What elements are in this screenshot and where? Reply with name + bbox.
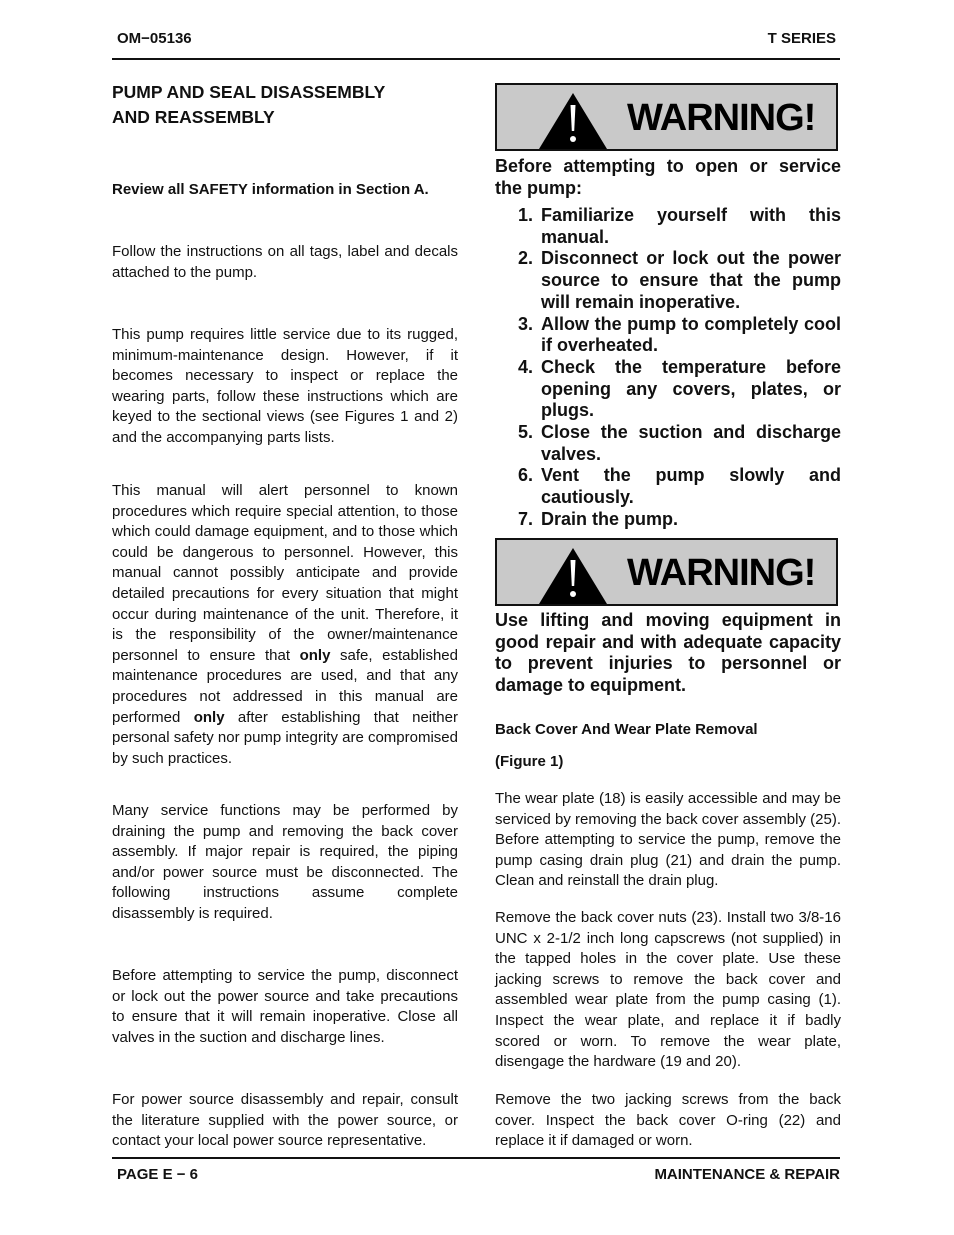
personnel-text-a: This manual will alert personnel to known procedures which require special attention, to those which could damage equipment, and to those which could be dangerous to personnel. However, this manual cannot possibly anticipate and provide detailed precautions for every situation that might occur during maintenance of the unit. Therefore, it is the responsibility of the owner/maintenance personnel to ensure that <box>112 482 458 664</box>
safety-steps-list <box>518 205 841 531</box>
list-item: 1. Familiarize yourself with this manual. <box>518 205 841 247</box>
series-name: T SERIES <box>767 30 836 47</box>
personnel-text-b: safe, established maintenance procedures are used, and that any procedures not addressed in this manual are performed <box>112 646 458 726</box>
safety-note: Review all SAFETY information in Section A. <box>112 181 429 198</box>
list-item: 3. Allow the pump to completely cool if overheated. <box>518 313 841 356</box>
section-title-line1: PUMP AND SEAL DISASSEMBLY <box>112 82 386 102</box>
lockout-paragraph: Before attempting to service the pump, disconnect or lock out the power source and take precautions to ensure that it will remain inoperative. Close all valves in the suction and discharge lines. <box>112 967 458 1046</box>
header-rule <box>112 58 840 60</box>
back-cover-subhead: Back Cover And Wear Plate Removal <box>495 721 758 738</box>
warning-box-1 <box>495 83 838 151</box>
jacking-screws-paragraph: Remove the two jacking screws from the back cover. Inspect the back cover O-ring (22) and replace it if damaged or worn. <box>495 1091 841 1150</box>
section-name: MAINTENANCE & REPAIR <box>654 1166 840 1183</box>
personnel-text-c: after establishing that neither personal safety nor pump integrity are compromised by such practices. <box>112 708 458 767</box>
warning-triangle-icon <box>537 546 609 606</box>
page-number: PAGE E − 6 <box>117 1166 199 1183</box>
document-code: OM−05136 <box>117 30 192 47</box>
intro-paragraph: Follow the instructions on all tags, label and decals attached to the pump. <box>112 243 458 281</box>
warning-box-2 <box>495 538 838 606</box>
lifting-warning: Use lifting and moving equipment in good repair and with adequate capacity to prevent injuries to personnel or damage to equipment. <box>495 610 841 696</box>
list-item: 6. Vent the pump slowly and cautiously. <box>518 465 841 508</box>
section-title <box>112 80 458 130</box>
functions-paragraph: Many service functions may be performed by draining the pump and removing the back cover assembly. If major repair is required, the piping and/or power source must be disconnected. The following instructions assume complete disassembly is required. <box>112 802 458 922</box>
service-paragraph: This pump requires little service due to its rugged, minimum-maintenance design. However, if it becomes necessary to inspect or replace the wearing parts, follow these instructions which are keyed to the sectional views (see Figures 1 and 2) and the accompanying parts lists. <box>112 326 458 446</box>
personnel-paragraph <box>112 481 458 769</box>
section-title-line2: AND REASSEMBLY <box>112 107 275 127</box>
list-item: 2. Disconnect or lock out the power source to ensure that the pump will remain inoperative. <box>518 248 841 312</box>
back-cover-removal-paragraph: Remove the back cover nuts (23). Install two 3/8-16 UNC x 2-1/2 inch long capscrews (not supplied) in the tapped holes in the cover plate. Use these jacking screws to remove the back cover and assembled wear plate from the pump casing (1). Inspect the wear plate, and replace it if badly scored or worn. To remove the wear plate, disengage the hardware (19 and 20). <box>495 909 841 1071</box>
warning-label-2: WARNING! <box>627 552 816 594</box>
list-item: 4. Check the temperature before opening any covers, plates, or plugs. <box>518 356 841 421</box>
warning-triangle-icon <box>537 91 609 151</box>
footer-rule <box>112 1157 840 1159</box>
figure-reference: (Figure 1) <box>495 753 564 770</box>
warning-label-1: WARNING! <box>627 97 816 139</box>
emphasis-only-2: only <box>193 708 225 726</box>
list-item: 7. Drain the pump. <box>518 508 679 529</box>
warning-intro: Before attempting to open or service the pump: <box>495 156 841 198</box>
list-item: 5. Close the suction and discharge valves. <box>518 422 841 464</box>
power-source-paragraph: For power source disassembly and repair, consult the literature supplied with the power source, or contact your local power source representative. <box>112 1091 458 1150</box>
wear-plate-paragraph: The wear plate (18) is easily accessible and may be serviced by removing the back cover assembly (25). Before attempting to service the pump, remove the pump casing drain plug (21) and drain the pump. Clean and reinstall the drain plug. <box>495 790 841 890</box>
emphasis-only-1: only <box>299 646 331 664</box>
